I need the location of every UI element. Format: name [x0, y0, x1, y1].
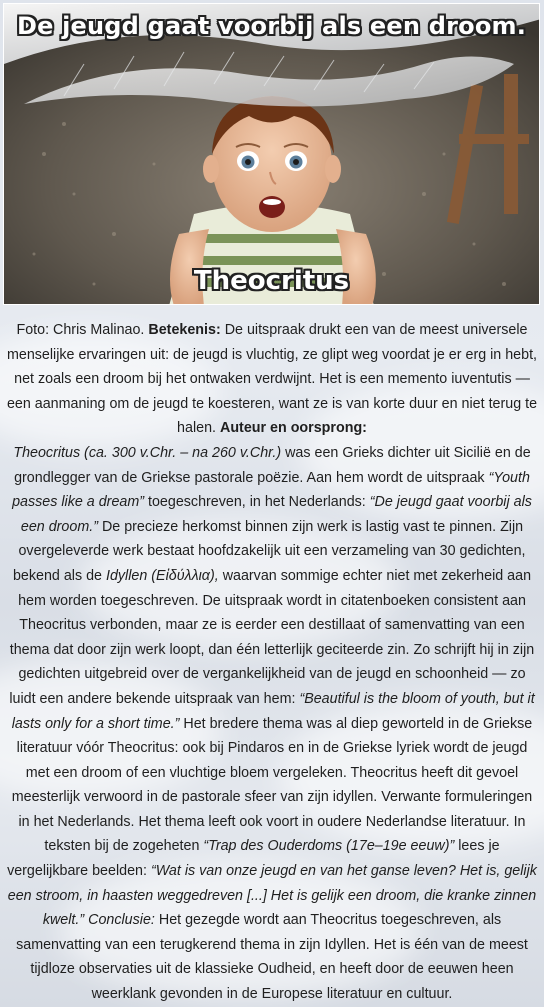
origin-label: Auteur en oorsprong: — [220, 420, 367, 437]
meaning-text: De uitspraak drukt een van de meest universele menselijke ervaringen uit: de jeugd is vluchtig, ze glipt weg voordat je er erg in hebt, net zoals een droom bij het ontwaken verdwijnt. Het is een memento iuventutis — een aanmaning om de jeugd te koesteren, want ze is van korte duur en niet terug te halen. — [6, 322, 538, 437]
quote-photo — [3, 3, 540, 305]
quote-dutch: “De jeugd gaat voorbij als een droom.” — [20, 494, 532, 535]
meaning-label: Betekenis: — [148, 322, 221, 338]
origin-text-3: De precieze herkomst binnen zijn werk is lastig vast te pinnen. Zijn overgeleverde werk bestaat hoofdzakelijk uit een verzameling van 30 gedichten, bekend als de — [12, 518, 526, 584]
origin-author: Theocritus (ca. 300 v.Chr. – na 260 v.Chr.) — [13, 444, 282, 461]
origin-text-6: lees je vergelijkbare beelden: — [7, 838, 500, 880]
source-title: “Trap des Ouderdoms (17e–19e eeuw)” — [203, 838, 455, 855]
idylls-title: Idyllen (Εἰδύλλια), — [105, 567, 219, 584]
origin-text-1: was een Grieks dichter uit Sicilië en de grondlegger van de Griekse pastorale poëzie. Aan hem wordt de uitspraak — [14, 444, 531, 486]
conclusion-label: Conclusie: — [88, 912, 155, 929]
origin-text-5: Het bredere thema was al diep geworteld in de Griekse literatuur vóór Theocritus: ook bij Pindaros en in de Griekse lyriek wordt de jeugd met een droom of een vluchtige bloem vergeleken. Theocritus heeft dit gevoel meesterlijk verwoord in de pastorale sfeer van zijn idyllen. Verwante formuleringen in het Nederlands. Het thema leeft ook voort in oudere Nederlandse literatuur. In teksten bij de zogeheten — [11, 715, 533, 855]
conclusion-text: Het gezegde wordt aan Theocritus toegeschreven, als samenvatting van een terugkerend thema in zijn Idyllen. Het is één van de meest tijdloze observaties uit de klassieke Oudheid, en heeft door de eeuwen heen weerklank gevonden in de Europese literatuur en cultuur. — [16, 912, 528, 1003]
quote-english: “Youth passes like a dream” — [12, 469, 530, 511]
origin-text-4: waarvan sommige echter niet met zekerheid aan hem worden toegeschreven. De uitspraak wordt in citatenboeken consistent aan Theocritus verbonden, maar ze is eerder een destillaat of samenvatting van een thema dat door zijn werk loopt, dan één letterlijk geciteerde zin. Zo schrijft hij in zijn gedichten uitgebreid over de vergankelijkheid van de jeugd en schoonheid — zo luidt een andere bekende uitspraak van hem: — [9, 567, 535, 707]
author-caption: Theocritus — [193, 266, 350, 296]
child-photo-illustration — [4, 4, 540, 305]
origin-text-2: toegeschreven, in het Nederlands: — [148, 494, 366, 511]
quote-title: De jeugd gaat voorbij als een droom. — [16, 12, 527, 40]
article-body — [6, 318, 538, 1007]
photo-credit: Foto: Chris Malinao. — [16, 322, 145, 338]
quote-beauty: “Beautiful is the bloom of youth, but it lasts only for a short time.” — [11, 690, 535, 732]
quote-old-dutch: “Wat is van onze jeugd en van het ganse leven? Het is, gelijk een stroom, in haasten weggedreven [...] Het is gelijk een droom, die kranke zinnen kwelt.” — [7, 863, 537, 929]
